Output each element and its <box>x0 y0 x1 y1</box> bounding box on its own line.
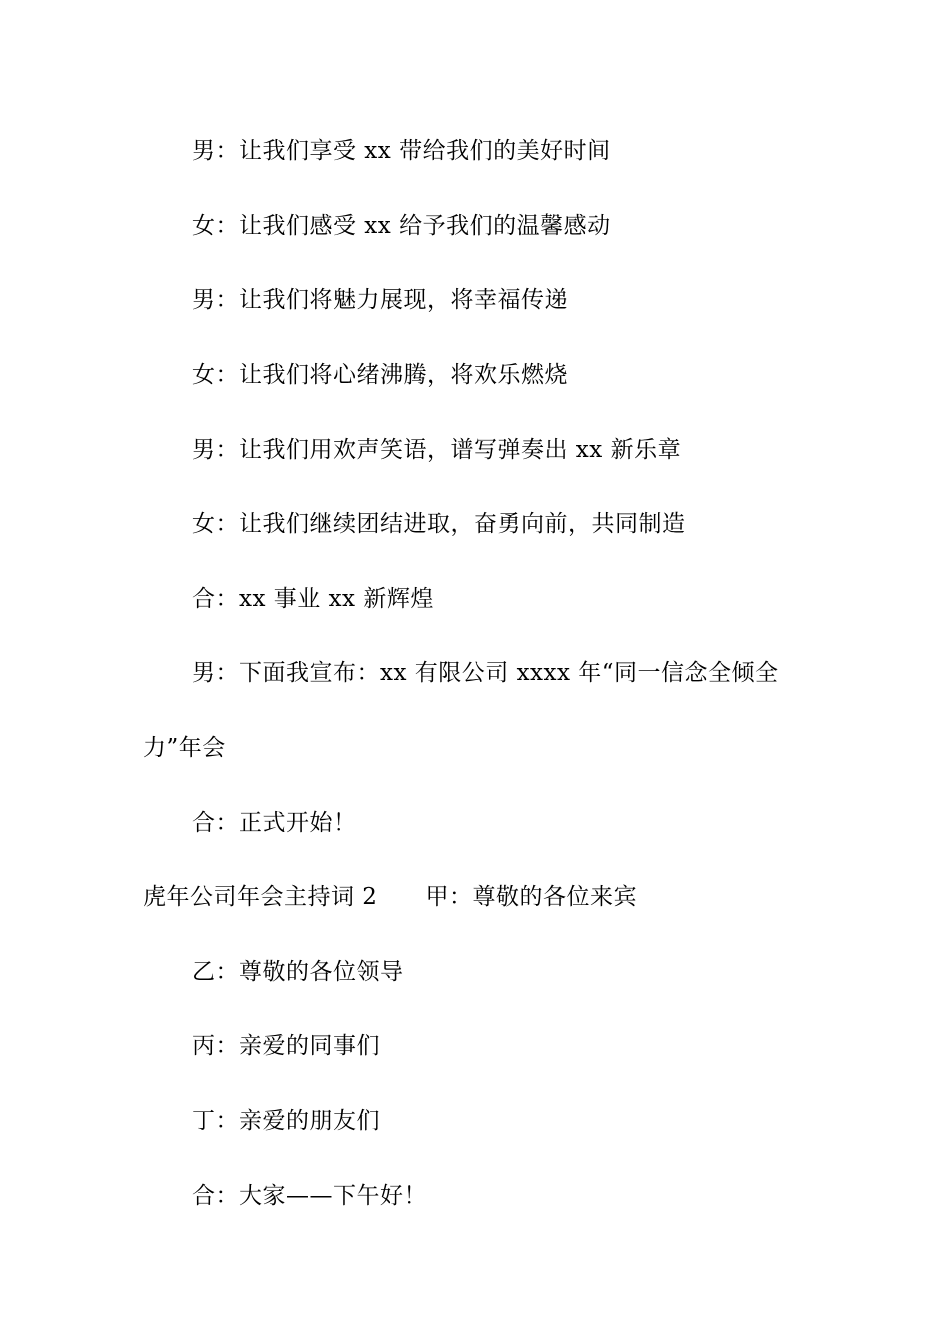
dialogue-line: 男：下面我宣布：xx 有限公司 xxxx 年“同一信念全倾全 <box>192 660 779 686</box>
dialogue-line: 乙：尊敬的各位领导 <box>192 959 404 985</box>
dialogue-line: 合：大家——下午好！ <box>192 1183 427 1209</box>
dialogue-line: 女：让我们感受 xx 给予我们的温馨感动 <box>192 213 611 239</box>
section-heading-row <box>143 882 637 912</box>
dialogue-line: 女：让我们继续团结进取，奋勇向前，共同制造 <box>192 511 686 537</box>
dialogue-line: 甲：尊敬的各位来宾 <box>425 884 637 910</box>
dialogue-line: 合：xx 事业 xx 新辉煌 <box>192 586 434 612</box>
dialogue-line: 女：让我们将心绪沸腾，将欢乐燃烧 <box>192 362 568 388</box>
dialogue-line-continuation: 力”年会 <box>143 735 226 761</box>
section-heading: 虎年公司年会主持词 2 <box>143 884 378 910</box>
dialogue-line: 合：正式开始！ <box>192 810 357 836</box>
dialogue-line: 男：让我们用欢声笑语，谱写弹奏出 xx 新乐章 <box>192 437 682 463</box>
dialogue-line: 丙：亲爱的同事们 <box>192 1033 380 1059</box>
dialogue-line: 丁：亲爱的朋友们 <box>192 1108 380 1134</box>
dialogue-line: 男：让我们享受 xx 带给我们的美好时间 <box>192 138 611 164</box>
dialogue-line: 男：让我们将魅力展现，将幸福传递 <box>192 287 568 313</box>
